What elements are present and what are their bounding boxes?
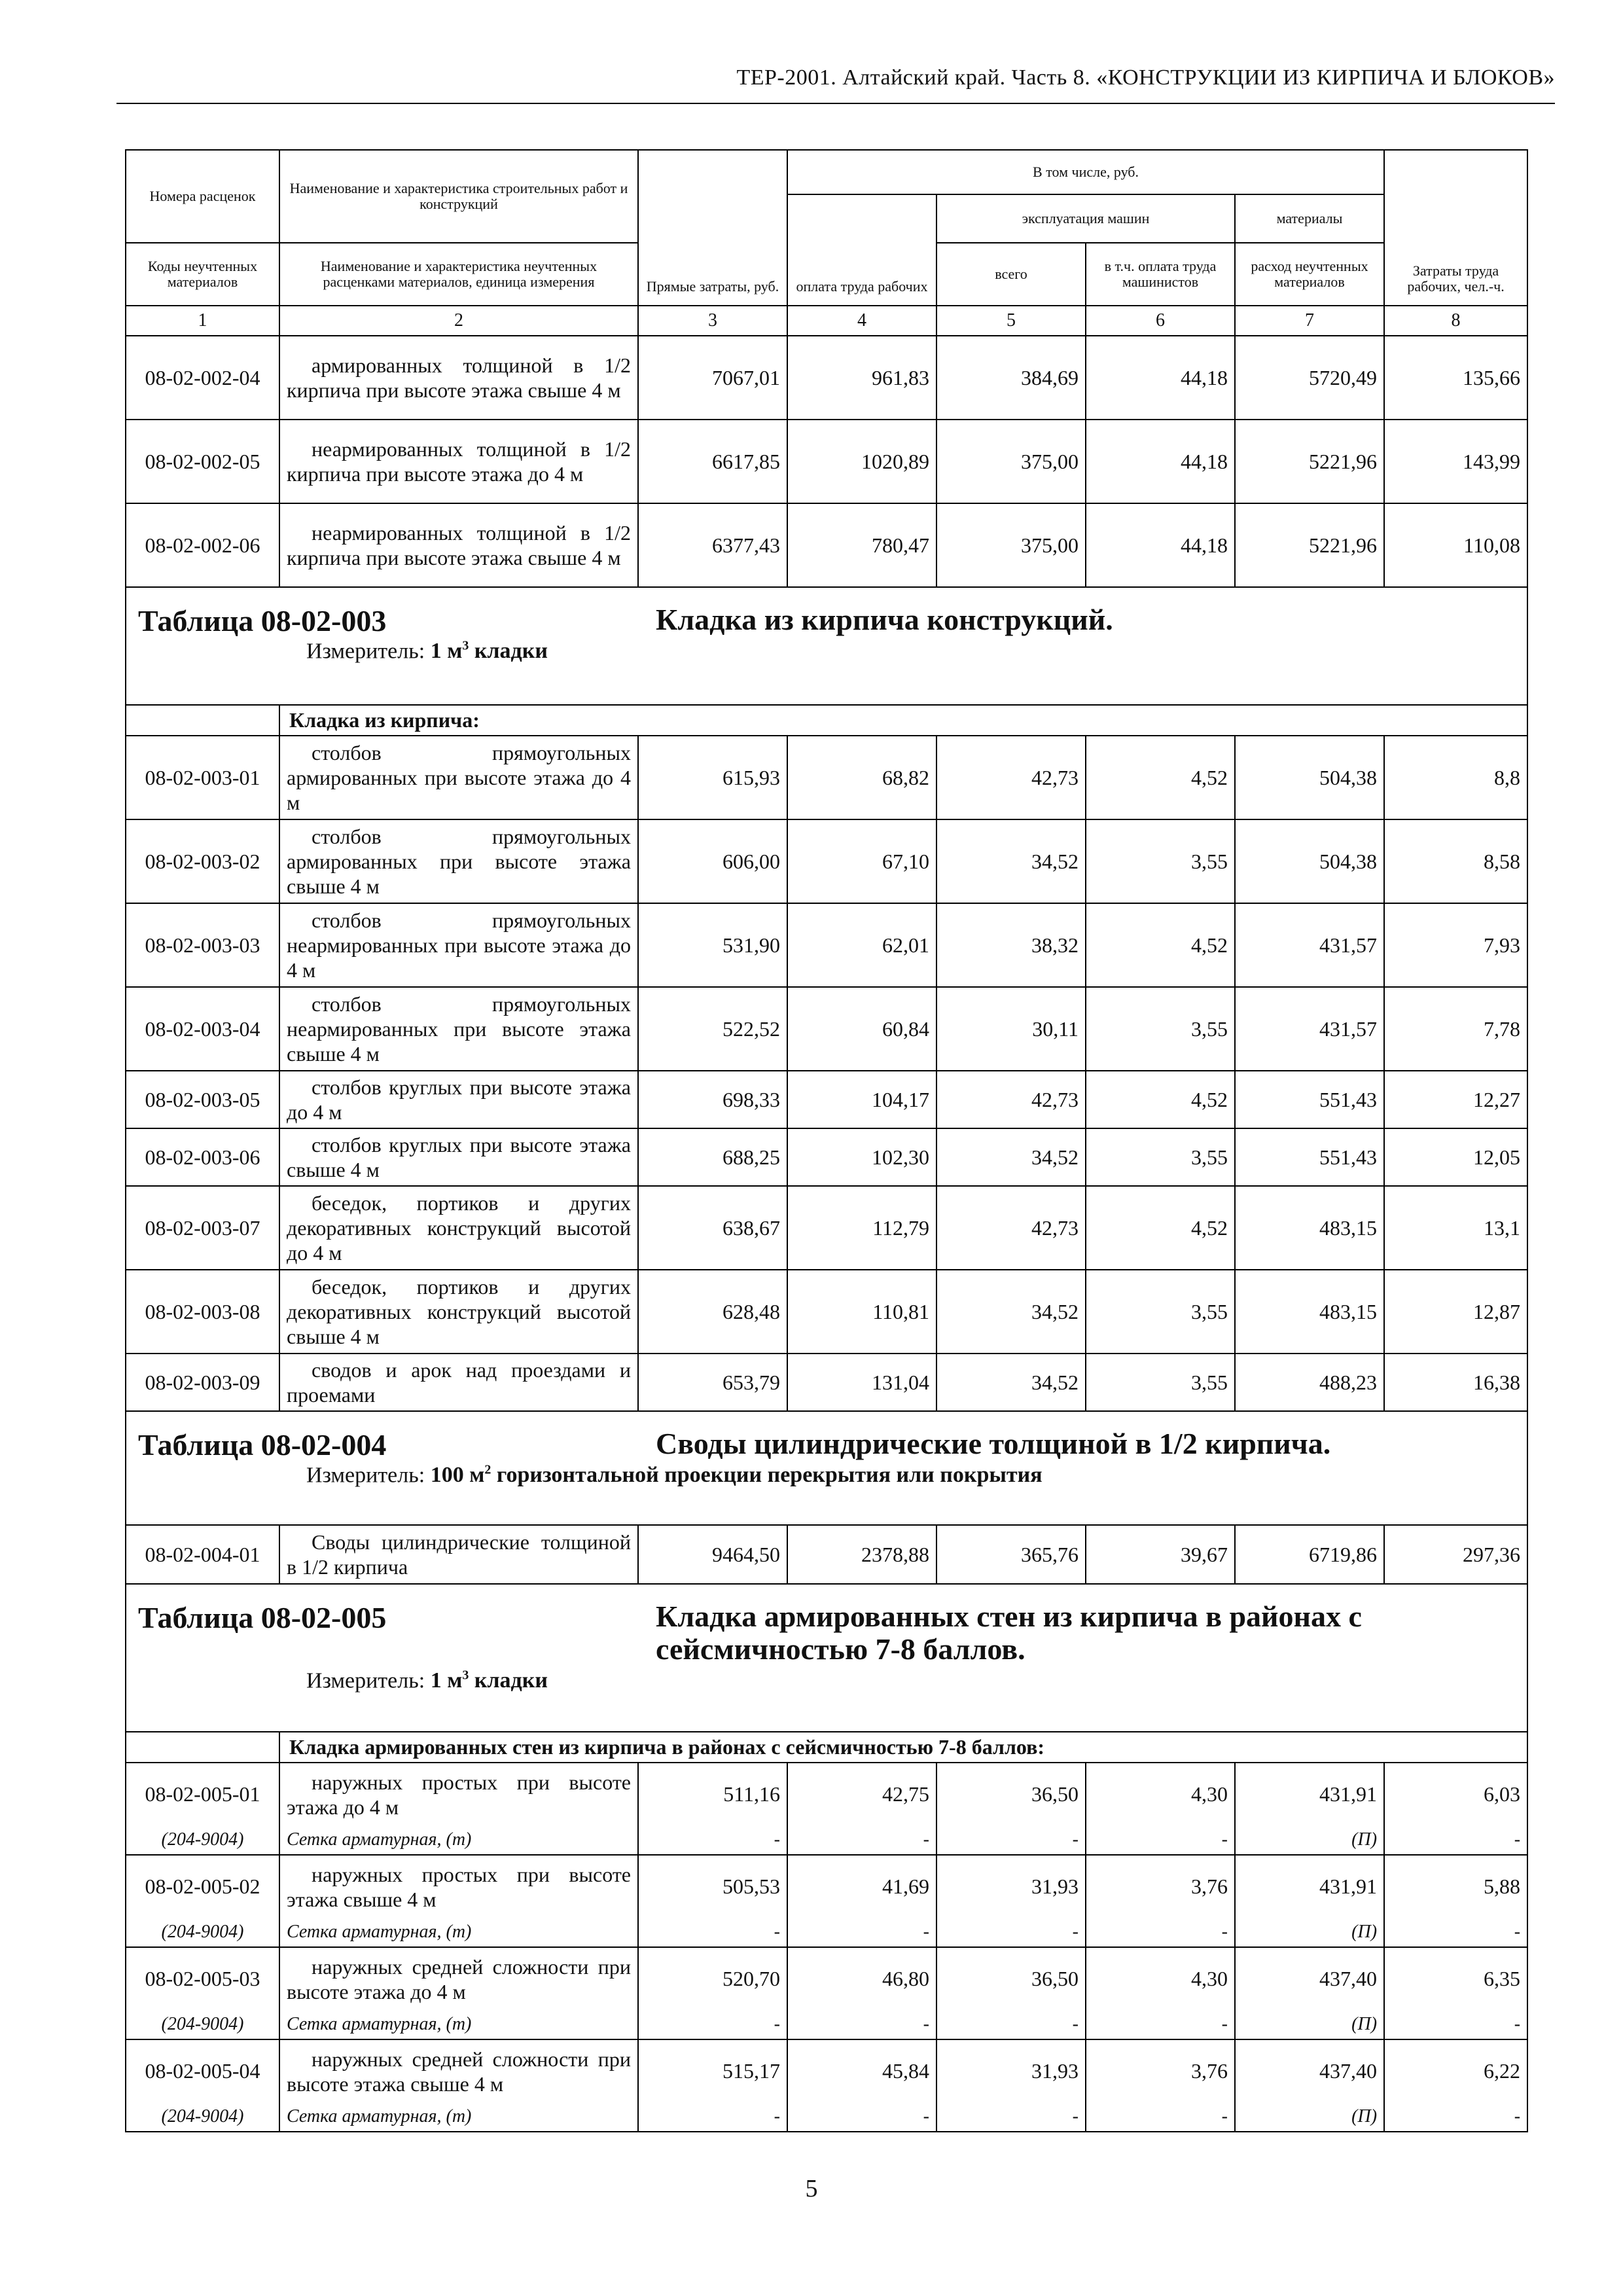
col-number: 3 [638,306,787,336]
material-value: - [1384,1825,1527,1855]
cost-value: 131,04 [787,1354,936,1411]
material-subrow [126,2102,1527,2132]
col2-bottom-header: Наименование и характеристика неучтенных расценками материалов, единица измерения [279,243,638,306]
col8-header: Затраты труда рабочих, чел.-ч. [1384,150,1527,306]
cost-value: 6377,43 [638,503,787,587]
cost-value: 12,27 [1384,1071,1527,1128]
work-description: Своды цилиндрические толщиной в 1/2 кирпича [279,1525,638,1584]
table-row [126,1128,1527,1186]
cost-value: 780,47 [787,503,936,587]
cost-value: 5221,96 [1235,503,1384,587]
cost-value: 12,05 [1384,1128,1527,1186]
table-row [126,1354,1527,1411]
table-heading-row [126,1411,1527,1525]
price-table [125,149,1528,2132]
material-code: (204-9004) [126,1918,279,1947]
cost-value: 688,25 [638,1128,787,1186]
material-value: - [1384,2010,1527,2039]
work-description: беседок, портиков и других декоративных конструкций высотой до 4 м [279,1186,638,1270]
material-value: - [1086,1825,1235,1855]
rate-code: 08-02-002-04 [126,336,279,420]
table-row [126,1270,1527,1354]
col6-header: в т.ч. оплата труда машинистов [1086,243,1235,306]
work-description: столбов прямоугольных армированных при высоте этажа свыше 4 м [279,819,638,903]
col4-header: оплата труда рабочих [787,194,936,306]
material-value: - [787,2010,936,2039]
cost-value: 504,38 [1235,819,1384,903]
measure-power: 3 [462,639,469,653]
cost-value: 431,57 [1235,903,1384,987]
material-value: - [638,1825,787,1855]
rate-code: 08-02-004-01 [126,1525,279,1584]
rate-code: 08-02-005-01 [126,1763,279,1825]
header-rule [116,103,1555,104]
col-number: 5 [936,306,1086,336]
cost-value: 6719,86 [1235,1525,1384,1584]
rate-code: 08-02-005-03 [126,1947,279,2010]
material-code: (204-9004) [126,1825,279,1855]
cost-value: 531,90 [638,903,787,987]
work-description: беседок, портиков и других декоративных конструкций высотой свыше 4 м [279,1270,638,1354]
cost-value: 6,03 [1384,1763,1527,1825]
cost-value: 7,78 [1384,987,1527,1071]
cost-value: 511,16 [638,1763,787,1825]
cost-value: 135,66 [1384,336,1527,420]
table-row [126,987,1527,1071]
cost-value: 3,76 [1086,1855,1235,1918]
cost-value: 41,69 [787,1855,936,1918]
material-value: (П) [1235,2102,1384,2132]
table-row [126,1947,1527,2010]
cost-value: 961,83 [787,336,936,420]
cost-value: 36,50 [936,1947,1086,2010]
cost-value: 551,43 [1235,1128,1384,1186]
material-subrow [126,2010,1527,2039]
cost-value: 38,32 [936,903,1086,987]
material-value: - [787,1918,936,1947]
cost-value: 3,55 [1086,819,1235,903]
work-description: неармированных толщиной в 1/2 кирпича при высоте этажа свыше 4 м [279,503,638,587]
rate-code: 08-02-003-06 [126,1128,279,1186]
work-description: армированных толщиной в 1/2 кирпича при высоте этажа свыше 4 м [279,336,638,420]
cost-value: 4,30 [1086,1947,1235,2010]
cost-value: 515,17 [638,2039,787,2102]
rate-code: 08-02-003-05 [126,1071,279,1128]
table-row [126,420,1527,503]
measure-power: 3 [462,1668,469,1683]
measure-rest: горизонтальной проекции перекрытия или покрытия [491,1463,1043,1488]
cost-value: 34,52 [936,1128,1086,1186]
cost-value: 46,80 [787,1947,936,2010]
cost-value: 698,33 [638,1071,787,1128]
cost-value: 31,93 [936,1855,1086,1918]
work-description: наружных средней сложности при высоте этажа свыше 4 м [279,2039,638,2102]
cost-value: 437,40 [1235,1947,1384,2010]
cost-value: 4,52 [1086,1071,1235,1128]
cost-value: 62,01 [787,903,936,987]
section-label: Кладка армированных стен из кирпича в районах с сейсмичностью 7-8 баллов: [279,1732,1527,1763]
material-value: (П) [1235,1825,1384,1855]
table-row [126,1855,1527,1918]
rate-code: 08-02-003-09 [126,1354,279,1411]
material-value: - [1384,2102,1527,2132]
cost-value: 653,79 [638,1354,787,1411]
cost-value: 504,38 [1235,736,1384,819]
table-row [126,819,1527,903]
work-description: столбов круглых при высоте этажа свыше 4 м [279,1128,638,1186]
page-number: 5 [805,2175,818,2202]
cost-value: 42,73 [936,1071,1086,1128]
measure-prefix: Измеритель: [306,1463,431,1488]
section-row [126,1732,1527,1763]
work-description: наружных простых при высоте этажа до 4 м [279,1763,638,1825]
table-heading-row [126,587,1527,705]
section-code-empty [126,1732,279,1763]
col7-header: расход неучтенных материалов [1235,243,1384,306]
col-number: 8 [1384,306,1527,336]
material-value: - [1086,2010,1235,2039]
cost-value: 431,91 [1235,1763,1384,1825]
cost-value: 68,82 [787,736,936,819]
cost-value: 110,08 [1384,503,1527,587]
material-value: - [1086,2102,1235,2132]
work-description: столбов прямоугольных неармированных при высоте этажа до 4 м [279,903,638,987]
col1-bottom-header: Коды неучтенных материалов [126,243,279,306]
col-number: 6 [1086,306,1235,336]
table-row [126,2039,1527,2102]
cost-value: 375,00 [936,503,1086,587]
material-code: (204-9004) [126,2102,279,2132]
cost-value: 30,11 [936,987,1086,1071]
cost-value: 384,69 [936,336,1086,420]
table-row [126,1525,1527,1584]
measure-prefix: Измеритель: [306,1668,431,1693]
measure-unit [306,1668,1519,1697]
col5-header: всего [936,243,1086,306]
cost-value: 488,23 [1235,1354,1384,1411]
cost-value: 520,70 [638,1947,787,2010]
cost-value: 34,52 [936,819,1086,903]
running-header: ТЕР-2001. Алтайский край. Часть 8. «КОНСТРУКЦИИ ИЗ КИРПИЧА И БЛОКОВ» [736,65,1555,90]
cost-value: 505,53 [638,1855,787,1918]
cost-value: 102,30 [787,1128,936,1186]
work-description: столбов круглых при высоте этажа до 4 м [279,1071,638,1128]
work-description: сводов и арок над проездами и проемами [279,1354,638,1411]
measure-rest: кладки [469,1668,548,1693]
material-value: - [1086,1918,1235,1947]
cost-value: 2378,88 [787,1525,936,1584]
work-description: наружных средней сложности при высоте этажа до 4 м [279,1947,638,2010]
measure-unit [306,1463,1519,1492]
table-id: Таблица 08-02-004 [138,1428,387,1462]
table-row [126,1763,1527,1825]
work-description: столбов прямоугольных неармированных при высоте этажа свыше 4 м [279,987,638,1071]
measure-power: 2 [484,1463,491,1477]
cost-value: 44,18 [1086,420,1235,503]
cost-value: 45,84 [787,2039,936,2102]
cost-value: 365,76 [936,1525,1086,1584]
rate-code: 08-02-002-06 [126,503,279,587]
cost-value: 13,1 [1384,1186,1527,1270]
table-title: Кладка из кирпича конструкций. [656,603,1113,636]
measure-value: 100 м [430,1463,485,1488]
cost-value: 9464,50 [638,1525,787,1584]
group-header: В том числе, руб. [787,150,1384,194]
table-row [126,336,1527,420]
cost-value: 110,81 [787,1270,936,1354]
material-value: - [787,2102,936,2132]
cost-value: 39,67 [1086,1525,1235,1584]
table-row [126,736,1527,819]
table-title: Кладка армированных стен из кирпича в районах с сейсмичностью 7-8 баллов. [656,1600,1362,1666]
table-id: Таблица 08-02-005 [138,1601,387,1634]
table-row [126,903,1527,987]
materials-header: материалы [1235,194,1384,243]
table-row [126,1186,1527,1270]
cost-value: 8,58 [1384,819,1527,903]
cost-value: 104,17 [787,1071,936,1128]
rate-code: 08-02-003-04 [126,987,279,1071]
cost-value: 6,22 [1384,2039,1527,2102]
col2-top-header: Наименование и характеристика строительных работ и конструкций [279,150,638,243]
cost-value: 36,50 [936,1763,1086,1825]
material-value: - [1384,1918,1527,1947]
cost-value: 4,30 [1086,1763,1235,1825]
col-number: 2 [279,306,638,336]
cost-value: 297,36 [1384,1525,1527,1584]
material-value: - [936,1918,1086,1947]
cost-value: 3,76 [1086,2039,1235,2102]
table-heading-row [126,1584,1527,1732]
rate-code: 08-02-003-07 [126,1186,279,1270]
cost-value: 3,55 [1086,1270,1235,1354]
cost-value: 112,79 [787,1186,936,1270]
cost-value: 4,52 [1086,1186,1235,1270]
cost-value: 6,35 [1384,1947,1527,2010]
cost-value: 42,75 [787,1763,936,1825]
cost-value: 431,57 [1235,987,1384,1071]
col-number: 7 [1235,306,1384,336]
table-row [126,503,1527,587]
cost-value: 3,55 [1086,987,1235,1071]
material-value: - [936,1825,1086,1855]
cost-value: 42,73 [936,736,1086,819]
table-heading [126,1411,1527,1525]
col1-top-header: Номера расценок [126,150,279,243]
rate-code: 08-02-003-03 [126,903,279,987]
cost-value: 628,48 [638,1270,787,1354]
section-row [126,705,1527,736]
cost-value: 31,93 [936,2039,1086,2102]
material-value: - [638,2010,787,2039]
cost-value: 375,00 [936,420,1086,503]
rate-code: 08-02-005-04 [126,2039,279,2102]
cost-value: 6617,85 [638,420,787,503]
work-description: наружных простых при высоте этажа свыше 4 м [279,1855,638,1918]
cost-value: 5720,49 [1235,336,1384,420]
cost-value: 44,18 [1086,503,1235,587]
cost-value: 483,15 [1235,1270,1384,1354]
cost-value: 1020,89 [787,420,936,503]
cost-value: 431,91 [1235,1855,1384,1918]
cost-value: 606,00 [638,819,787,903]
work-description: столбов прямоугольных армированных при высоте этажа до 4 м [279,736,638,819]
table-title: Своды цилиндрические толщиной в 1/2 кирпича. [656,1427,1331,1460]
measure-rest: кладки [469,639,548,664]
rate-code: 08-02-003-02 [126,819,279,903]
rate-code: 08-02-003-01 [126,736,279,819]
measure-unit [306,639,1519,668]
cost-value: 16,38 [1384,1354,1527,1411]
cost-value: 5,88 [1384,1855,1527,1918]
measure-value: 1 м [430,1668,463,1693]
material-subrow [126,1918,1527,1947]
cost-value: 60,84 [787,987,936,1071]
cost-value: 551,43 [1235,1071,1384,1128]
table-heading [126,1584,1527,1732]
cost-value: 3,55 [1086,1128,1235,1186]
cost-value: 638,67 [638,1186,787,1270]
cost-value: 8,8 [1384,736,1527,819]
cost-value: 67,10 [787,819,936,903]
measure-value: 1 м [430,639,463,664]
cost-value: 437,40 [1235,2039,1384,2102]
cost-value: 12,87 [1384,1270,1527,1354]
material-description: Сетка арматурная, (т) [279,2102,638,2132]
material-value: - [936,2102,1086,2132]
rate-code: 08-02-005-02 [126,1855,279,1918]
table-row [126,1071,1527,1128]
material-description: Сетка арматурная, (т) [279,1825,638,1855]
cost-value: 4,52 [1086,736,1235,819]
cost-value: 44,18 [1086,336,1235,420]
measure-prefix: Измеритель: [306,639,431,664]
material-code: (204-9004) [126,2010,279,2039]
cost-value: 4,52 [1086,903,1235,987]
machines-header: эксплуатация машин [936,194,1235,243]
table-heading [126,587,1527,705]
cost-value: 143,99 [1384,420,1527,503]
rate-code: 08-02-002-05 [126,420,279,503]
material-value: - [787,1825,936,1855]
cost-value: 3,55 [1086,1354,1235,1411]
cost-value: 42,73 [936,1186,1086,1270]
rate-code: 08-02-003-08 [126,1270,279,1354]
material-description: Сетка арматурная, (т) [279,1918,638,1947]
col3-header: Прямые затраты, руб. [638,150,787,306]
material-subrow [126,1825,1527,1855]
cost-value: 34,52 [936,1270,1086,1354]
material-description: Сетка арматурная, (т) [279,2010,638,2039]
cost-value: 7,93 [1384,903,1527,987]
section-code-empty [126,705,279,736]
cost-value: 615,93 [638,736,787,819]
cost-value: 483,15 [1235,1186,1384,1270]
cost-value: 34,52 [936,1354,1086,1411]
table-id: Таблица 08-02-003 [138,604,387,637]
material-value: - [638,2102,787,2132]
cost-value: 522,52 [638,987,787,1071]
col-number: 1 [126,306,279,336]
material-value: - [936,2010,1086,2039]
work-description: неармированных толщиной в 1/2 кирпича при высоте этажа до 4 м [279,420,638,503]
cost-value: 5221,96 [1235,420,1384,503]
material-value: (П) [1235,2010,1384,2039]
material-value: - [638,1918,787,1947]
section-label: Кладка из кирпича: [279,705,1527,736]
col-number: 4 [787,306,936,336]
material-value: (П) [1235,1918,1384,1947]
cost-value: 7067,01 [638,336,787,420]
